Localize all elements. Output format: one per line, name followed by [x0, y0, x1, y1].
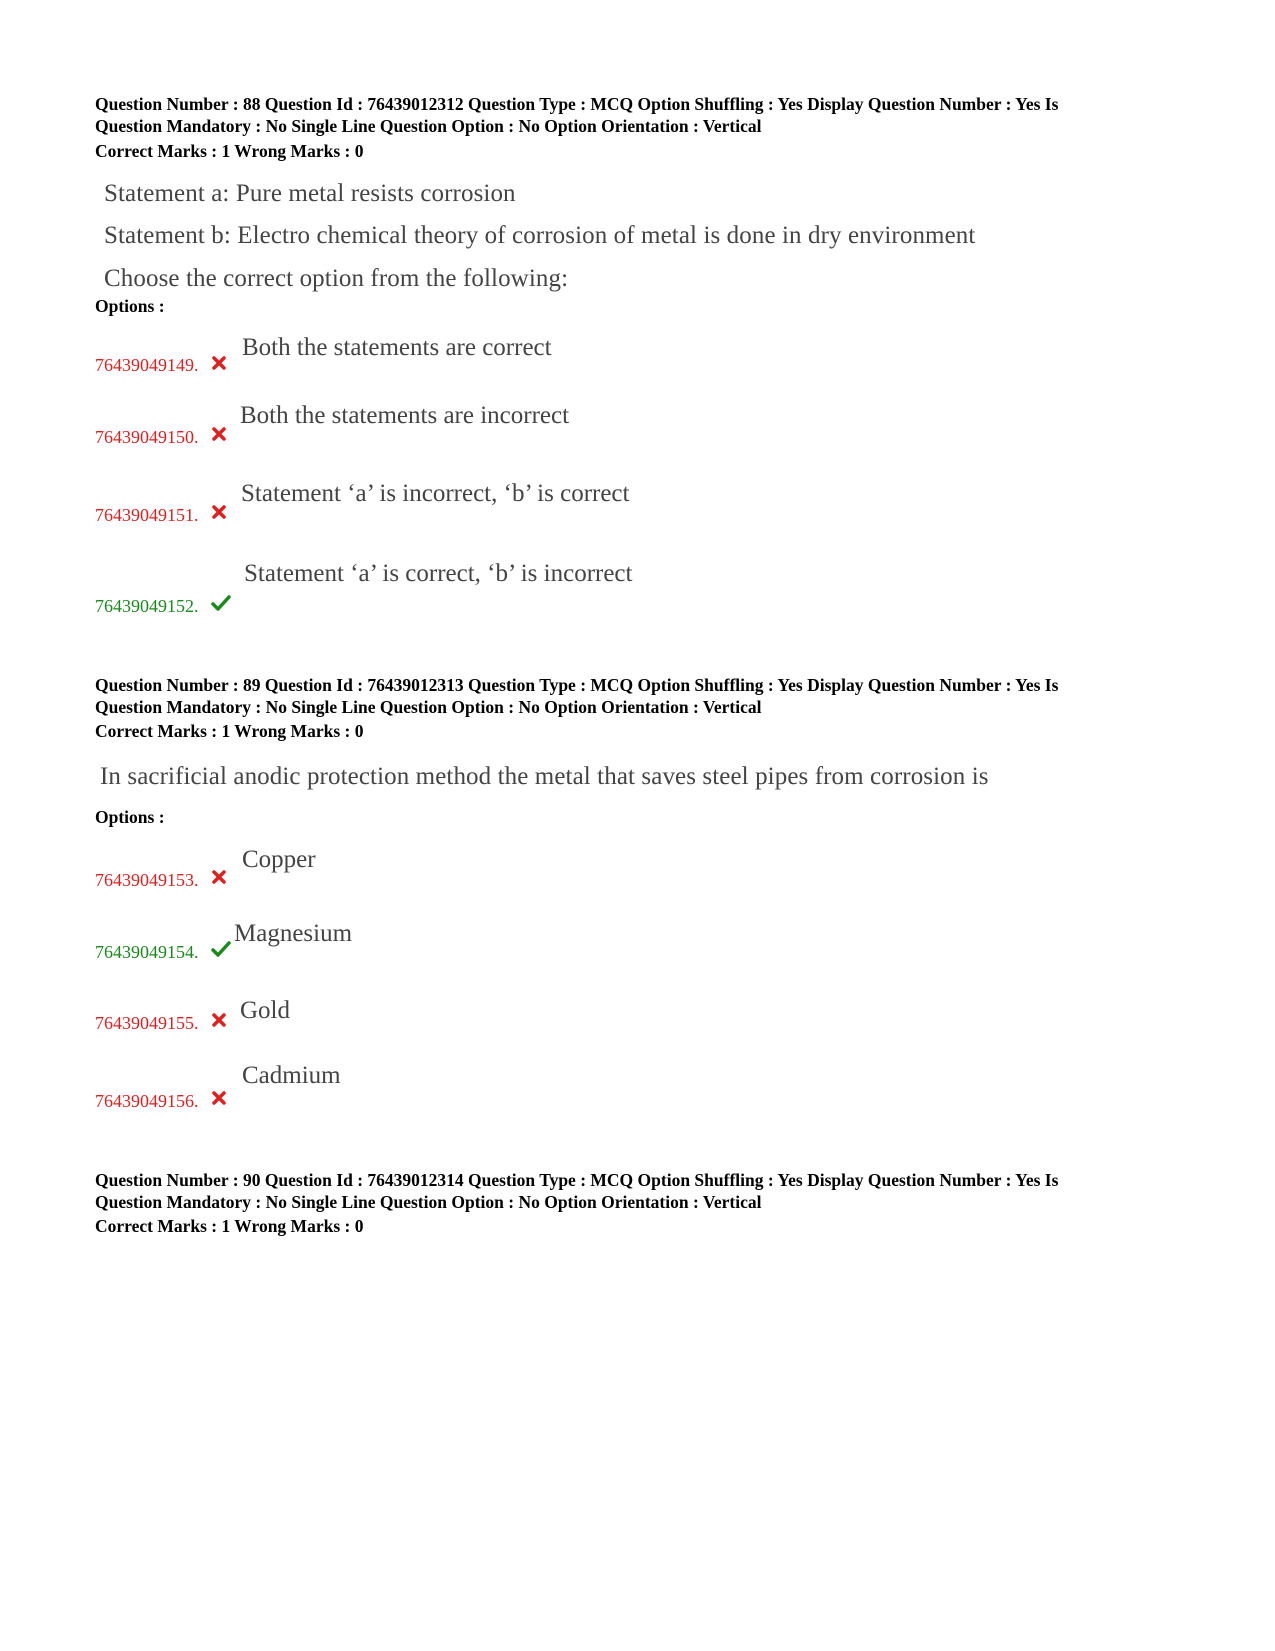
meta-line-2: Question Mandatory : No Single Line Question Option : No Option Orientation : Vertical: [95, 1191, 762, 1212]
meta-line-1: Question Number : 89 Question Id : 76439012313 Question Type : MCQ Option Shuffling : Yes Display Question Number : Yes Is: [95, 675, 1059, 695]
check-mark-icon: [211, 594, 231, 612]
meta-line-2: Question Mandatory : No Single Line Question Option : No Option Orientation : Vertical: [95, 696, 762, 717]
option-text: Statement ‘a’ is correct, ‘b’ is incorrect: [244, 560, 633, 587]
question-88-prompt: Choose the correct option from the following:: [104, 265, 569, 292]
option-id: 76439049152.: [95, 596, 199, 616]
option-id: 76439049150.: [95, 427, 199, 447]
cross-mark-icon: [211, 504, 227, 520]
question-88-meta: [95, 94, 1185, 137]
question-89-prompt: In sacrificial anodic protection method the metal that saves steel pipes from corrosion is: [100, 763, 989, 790]
check-mark-icon: [211, 940, 231, 958]
question-89-meta: [95, 675, 1185, 718]
options-label: Options :: [95, 296, 165, 316]
meta-line-1: Question Number : 88 Question Id : 76439012312 Question Type : MCQ Option Shuffling : Yes Display Question Number : Yes Is: [95, 94, 1059, 114]
option-id: 76439049155.: [95, 1013, 199, 1033]
statement-b: Statement b: Electro chemical theory of corrosion of metal is done in dry environment: [104, 222, 976, 249]
question-90-meta: [95, 1170, 1185, 1213]
option-text: Both the statements are correct: [242, 334, 552, 361]
question-90-marks: Correct Marks : 1 Wrong Marks : 0: [95, 1216, 364, 1236]
question-88-marks: Correct Marks : 1 Wrong Marks : 0: [95, 141, 364, 161]
option-id: 76439049156.: [95, 1091, 199, 1111]
option-text: Magnesium: [234, 920, 353, 947]
option-text: Copper: [242, 846, 316, 873]
options-label: Options :: [95, 807, 165, 827]
option-id: 76439049154.: [95, 942, 199, 962]
option-id: 76439049149.: [95, 355, 199, 375]
cross-mark-icon: [211, 1012, 227, 1028]
meta-line-1: Question Number : 90 Question Id : 76439012314 Question Type : MCQ Option Shuffling : Yes Display Question Number : Yes Is: [95, 1170, 1059, 1190]
option-text: Gold: [240, 997, 290, 1024]
meta-line-2: Question Mandatory : No Single Line Question Option : No Option Orientation : Vertical: [95, 115, 762, 136]
option-text: Cadmium: [242, 1062, 341, 1089]
cross-mark-icon: [211, 1090, 227, 1106]
option-text: Both the statements are incorrect: [240, 402, 570, 429]
cross-mark-icon: [211, 869, 227, 885]
question-89-marks: Correct Marks : 1 Wrong Marks : 0: [95, 721, 364, 741]
option-text: Statement ‘a’ is incorrect, ‘b’ is correct: [241, 480, 630, 507]
cross-mark-icon: [211, 355, 227, 371]
option-id: 76439049153.: [95, 870, 199, 890]
option-id: 76439049151.: [95, 505, 199, 525]
cross-mark-icon: [211, 426, 227, 442]
statement-a: Statement a: Pure metal resists corrosion: [104, 180, 516, 207]
